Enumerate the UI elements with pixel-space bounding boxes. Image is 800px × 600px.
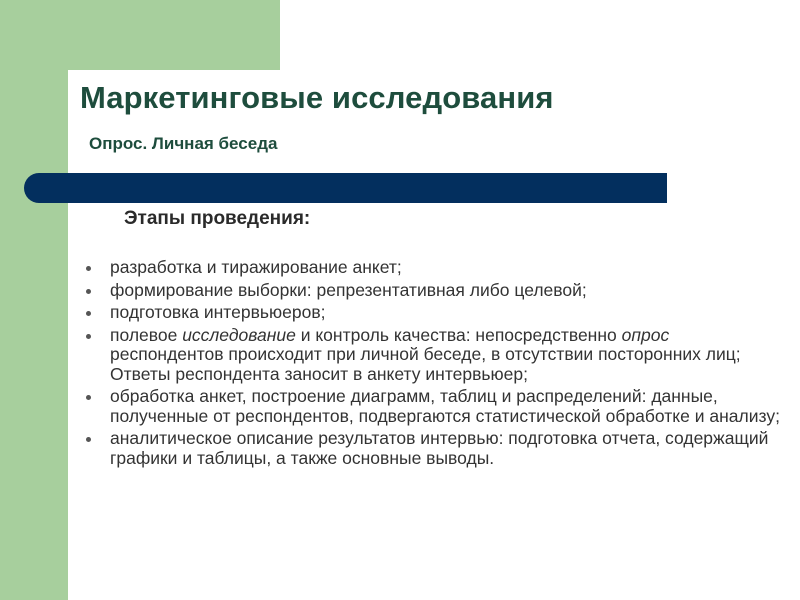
bullet-item — [80, 429, 780, 468]
bullet-item — [80, 258, 780, 278]
section-heading: Этапы проведения: — [124, 208, 311, 229]
bullet-dot-icon — [86, 437, 91, 442]
bullet-dot-icon — [86, 311, 91, 316]
bullet-text: аналитическое описание результатов интервью: подготовка отчета, содержащий графики и таблицы, а также основные выводы. — [110, 428, 769, 468]
bullet-text-italic: исследование — [182, 324, 296, 345]
bullet-item — [80, 281, 780, 301]
decorative-green-left-band — [0, 0, 68, 600]
decorative-navy-bar — [24, 173, 667, 203]
slide-title: Маркетинговые исследования — [80, 80, 554, 115]
bullet-dot-icon — [86, 395, 91, 400]
bullet-item — [80, 326, 780, 385]
bullet-dot-icon — [86, 334, 91, 339]
bullet-dot-icon — [86, 266, 91, 271]
bullet-text: формирование выборки: репрезентативная либо целевой; — [110, 279, 587, 300]
slide-subtitle: Опрос. Личная беседа — [89, 134, 278, 153]
bullet-text: и контроль качества: непосредственно — [295, 324, 622, 345]
bullet-item — [80, 303, 780, 323]
decorative-green-top-block — [0, 0, 280, 70]
bullet-text: подготовка интервьюеров; — [110, 302, 326, 322]
bullet-text: респондентов происходит при личной беседе, в отсутствии посторонних лиц; Ответы респондента заносит в анкету интервьюер; — [110, 344, 741, 384]
bullet-list — [80, 258, 780, 471]
bullet-item — [80, 387, 780, 426]
bullet-text: обработка анкет, построение диаграмм, таблиц и распределений: данные, полученные от респондентов, подвергаются статистической обработке и анализу; — [110, 386, 780, 426]
bullet-text: разработка и тиражирование анкет; — [110, 257, 402, 277]
bullet-text-italic: опрос — [621, 324, 670, 345]
bullet-text: полевое — [110, 324, 183, 345]
bullet-dot-icon — [86, 289, 91, 294]
